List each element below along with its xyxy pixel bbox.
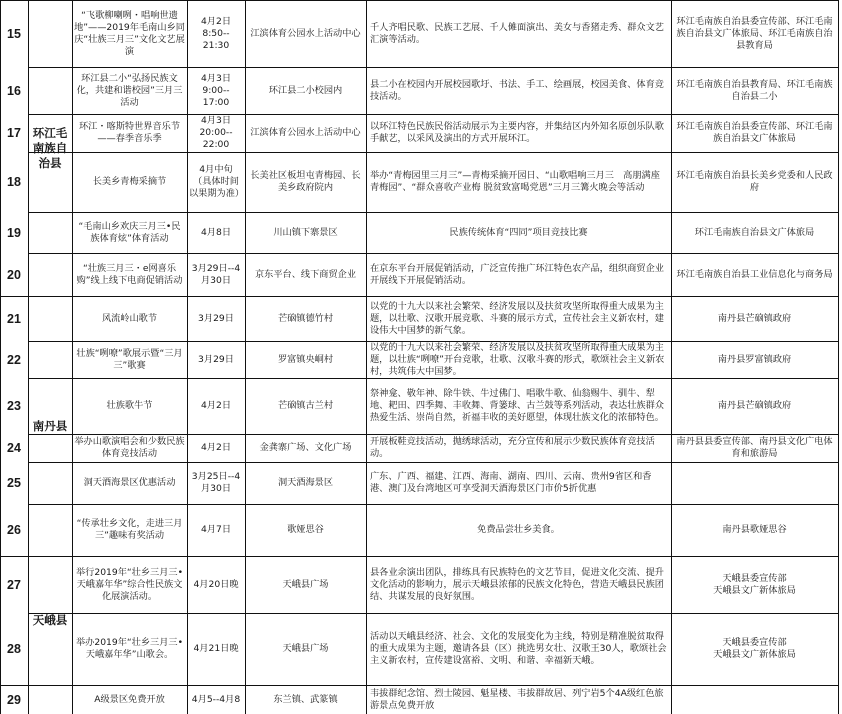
activity-organizer: 天峨县委宣传部 天峨县文广新体旅局 [713,572,796,596]
activity-date: 4月2日 [200,442,232,453]
activity-name: 举行2019年“壮乡三月三•天峨嘉年华”综合性民族文化展演活动。 [75,566,184,602]
row-number: 22 [7,352,21,367]
activity-place: 洞天酒海景区 [277,477,334,488]
activity-date: 4月5--4月8 [191,693,241,705]
row-number: 19 [7,225,21,240]
activity-place: 江滨体育公园水上活动中心 [250,127,361,138]
activity-name: 长美乡青梅采摘节 [92,176,167,187]
activity-place: 歌娅思谷 [287,524,324,535]
activity-content: 韦拔群纪念馆、烈士陵园、魁星楼、韦拔群故居、列宁岩5个4A级红色旅游景点免费开放 [370,687,664,711]
activity-content: 广东、广西、福建、江西、海南、湖南、四川、云南、贵州9省区和香港、澳门及台湾地区可享受洞天酒海景区门市价5折优惠 [370,471,652,494]
activity-content: 举办“青梅园里三月三”—青梅采摘开园日、“山歌唱响三月三 高朋满座青梅园”、“群众喜收产业梅 脱贫致富喝党恩”三月三篝火晚会等活动 [370,170,660,193]
activity-organizer: 南丹县芒硇镇政府 [717,312,792,324]
activity-organizer: 环江毛南族自治县长美乡党委和人民政府 [676,170,833,193]
activity-content: 县各业余演出团队，排练具有民族特色的文艺节目，促进文化交流、提升文化活动的影响力，展示天峨县浓郁的民族文化特色，营造天峨县民族团结、共谋发展的良好氛围。 [370,566,664,602]
row-number: 17 [7,126,21,140]
activity-organizer: 天峨县委宣传部 天峨县文广新体旅局 [713,637,796,660]
activity-content: 开展板鞋竞技活动，抛绣球活动，充分宣传和展示少数民族体育竞技活动。 [370,436,655,459]
activity-date: 4月3日 20:00-- 22:00 [199,115,233,150]
row-number: 15 [7,26,21,41]
activity-content: 民族传统体育“四同”项目竞技比赛 [449,226,588,238]
county-cell: 南丹县 [32,418,68,433]
county-cell: 环江毛南族自治县 [32,125,68,170]
activity-date: 4月2日 [200,400,232,411]
activity-date: 3月29日 [198,312,234,324]
activity-place: 东兰镇、武篆镇 [273,693,338,705]
activity-place: 天峨县广场 [282,578,329,590]
activity-date: 4月7日 [200,524,232,535]
activity-date: 3月29日--4月30日 [191,262,241,286]
activity-place: 芒硇镇德竹村 [277,312,334,324]
grid-line [838,0,839,714]
row-number: 25 [7,476,21,490]
row-number: 21 [7,311,21,326]
activity-place: 环江县二小校园内 [268,84,343,96]
county-cell: 天峨县 [32,613,68,627]
row-number: 16 [7,83,21,98]
activity-place: 罗富镇央峒村 [277,353,334,365]
activity-content: 活动以天峨县经济、社会、文化的发展变化为主线，特别是精准脱贫取得的重大成果为主题，邀请各县（区）挑选男女壮、汉歌王30人，歌颂社会主义新农村，宣传建设富裕、文明、和谐、幸福新天峨。 [370,631,667,666]
activity-name: A级景区免费开放 [94,693,165,705]
row-number: 28 [7,642,21,656]
activity-name: “传承壮乡文化，走进三月三”趣味有奖活动 [76,518,183,541]
activity-organizer: 环江毛南族自治县委宣传部、环江毛南族自治县文广体旅局、环江毛南族自治县教育局 [676,15,833,51]
activity-place: 川山镇下寨景区 [273,226,338,238]
activity-name: 壮族歌牛节 [106,400,153,411]
activity-name: 壮族“咧嘹”歌展示暨“三月三”歌赛 [76,347,183,371]
activity-content: 祭神龛、敬年神、除牛铁、牛过佛门、唱歌牛歌、仙翁赐牛、驯牛、犁地、耙田、四季舞、丰收舞、背篓球、古兰鼓等系列活动，表达壮族群众热爱生活、崇尚自然，祈福丰收的美好愿望，体现壮族文化的浓郁特色。 [370,388,664,423]
activity-date: 4月中旬 （具体时间以果期为准） [189,164,245,199]
activity-content: 千人齐唱民歌、民族工艺展、千人傩面演出、美女与香猪走秀、群众文艺汇演等活动。 [370,21,664,45]
activity-place: 天峨县广场 [282,643,329,654]
activity-name: “飞歌柳喇咧・唱响世遗地”——2019年毛南山乡同庆“壮族三月三”文化文艺展演 [74,9,185,57]
row-number: 23 [7,399,21,413]
activity-organizer: 环江毛南族自治县委宣传部、环江毛南族自治县文广体旅局 [676,121,833,144]
activity-date: 4月20日晚 [193,578,239,590]
activity-organizer: 环江毛南族自治县教育局、环江毛南族自治县二小 [676,78,833,102]
activity-place: 京东平台、线下商贸企业 [254,268,357,280]
activity-date: 4月2日 8:50-- 21:30 [200,15,232,51]
activity-date: 4月8日 [200,226,232,238]
activity-date: 4月3日 9:00-- 17:00 [200,72,232,108]
activity-place: 江滨体育公园水上活动中心 [250,27,361,39]
activity-organizer: 环江毛南族自治县文广体旅局 [694,226,815,238]
activity-place: 金龚寨广场、文化广场 [259,442,352,453]
activity-date: 3月25日--4月30日 [191,471,241,494]
activity-date: 4月21日晚 [193,643,239,654]
activity-name: “毛南山乡欢庆三月三•民族体育炫”体育活动 [78,220,181,244]
activity-organizer [671,462,838,504]
activity-date: 3月29日 [198,353,234,365]
activity-organizer: 南丹县芒硇镇政府 [717,400,792,411]
row-number: 27 [7,577,21,592]
activity-content: 以党的十九大以来社会繁荣、经济发展以及扶贫攻坚所取得重大成果为主题，以壮歌、汉歌开展竞歌、斗赛的展示方式，宣传社会主义新农村，建设伟大中国梦的新气象。 [370,300,664,336]
activity-organizer: 南丹县罗富镇政府 [717,353,792,365]
activity-content: 以党的十九大以来社会繁荣、经济发展以及扶贫攻坚所取得重大成果为主题，以壮族“咧嘹”开台竞歌，壮歌、汉歌斗赛的形式，歌颂社会主义新农村，共筑伟大中国梦。 [370,341,665,377]
activity-name: 风流岭山歌节 [101,312,158,324]
activity-name: 举办2019年“壮乡三月三•天峨嘉年华”山歌会。 [75,637,184,660]
activity-organizer: 南丹县县委宣传部、南丹县文化广电体育和旅游局 [676,436,833,459]
activity-name: 举办山歌演唱会和少数民族体育竞技活动 [74,436,185,459]
activity-name: 环江县二小“弘扬民族文化，共建和谐校园”三月三活动 [76,72,183,108]
activity-place: 长美社区板坦屯青梅园、长美乡政府院内 [250,170,361,193]
row-number: 29 [7,692,21,707]
activity-name: 环江・喀斯特世界音乐节——春季音乐季 [78,121,181,144]
activity-content: 免费品尝壮乡美食。 [477,524,560,535]
row-number: 26 [7,523,21,537]
activity-name: 洞天酒海景区优惠活动 [83,477,176,488]
activity-name: “壮族三月三・e网喜乐购”线上线下电商促销活动 [76,262,183,286]
activity-place: 芒硇镇古兰村 [277,400,334,411]
activity-organizer [671,685,838,714]
row-number: 18 [7,175,21,189]
activity-content: 在京东平台开展促销活动，广泛宣传推广环江特色农产品，组织商贸企业开展线下开展促销活动。 [370,262,664,286]
activity-organizer: 环江毛南族自治县工业信息化与商务局 [676,268,833,280]
row-number: 20 [7,267,21,282]
row-number: 24 [7,441,21,455]
activity-content: 县二小在校园内开展校园歌圩、书法、手工、绘画展，校园美食、体育竞技活动。 [370,78,664,102]
activity-organizer: 南丹县歌娅思谷 [722,524,787,535]
activity-content: 以环江特色民族民俗活动展示为主要内容，并集结区内外知名原创乐队歌手献艺，以采风及演出的方式开展环江。 [370,121,664,144]
